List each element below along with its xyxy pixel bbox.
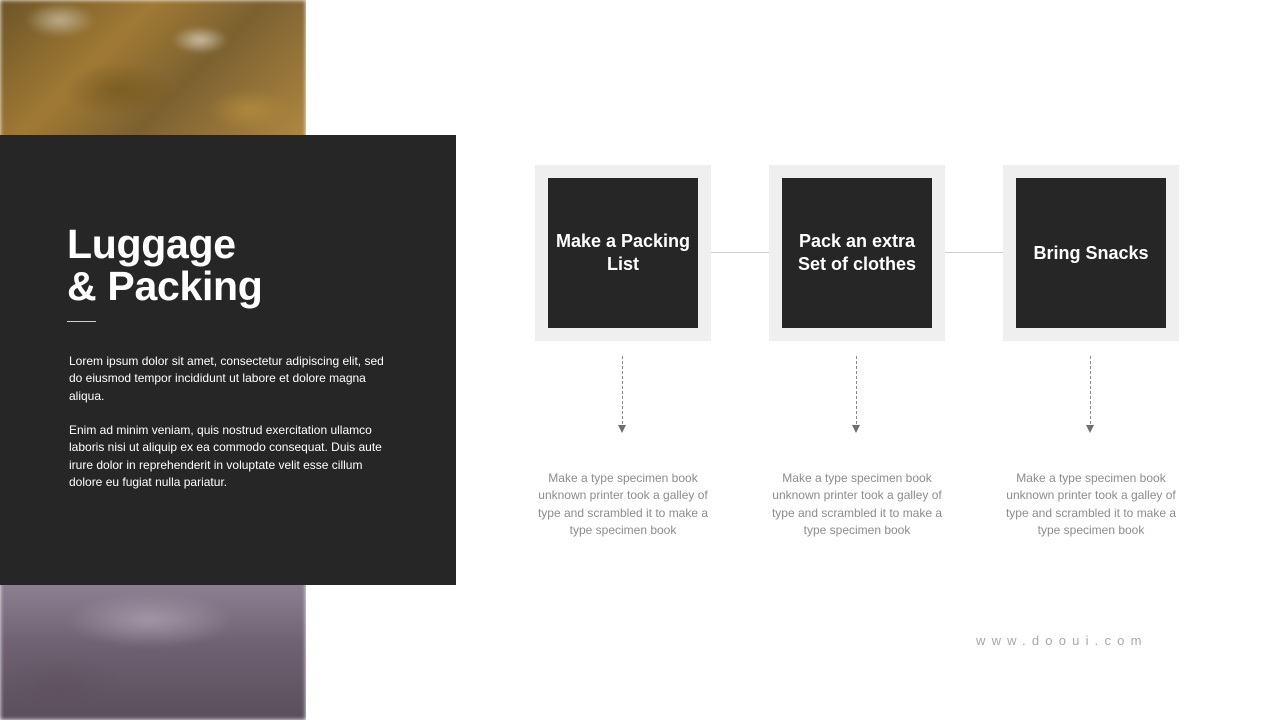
step-connector-1 [711, 252, 769, 253]
title-divider [67, 321, 96, 322]
step-connector-2 [945, 252, 1003, 253]
step-card-snacks [1003, 165, 1179, 341]
step-title: Make a Packing List [548, 178, 698, 328]
title-line-1: Luggage [67, 221, 236, 267]
photo-top-image [0, 0, 306, 140]
step-description: Make a type specimen book unknown printer took a galley of type and scrambled it to make a type specimen book [1005, 471, 1177, 538]
step-description: Make a type specimen book unknown printer took a galley of type and scrambled it to make a type specimen book [537, 471, 709, 538]
intro-paragraph-2: Enim ad minim veniam, quis nostrud exercitation ullamco laboris nisi ut aliquip ex ea commodo consequat. Duis aute irure dolor in reprehenderit in voluptate velit esse cillum dolore eu fugiat nulla pariatur. [69, 423, 382, 490]
arrow-down-icon [852, 356, 862, 434]
step-title: Pack an extra Set of clothes [782, 178, 932, 328]
step-card-extra-clothes [769, 165, 945, 341]
intro-panel [0, 135, 456, 585]
arrow-down-icon [1086, 356, 1096, 434]
photo-bottom-image [0, 580, 306, 720]
step-title: Bring Snacks [1016, 178, 1166, 328]
page-title [67, 223, 263, 307]
footer-website-link[interactable]: www.dooui.com [976, 633, 1148, 648]
intro-paragraph-1: Lorem ipsum dolor sit amet, consectetur adipiscing elit, sed do eiusmod tempor incididunt ut labore et dolore magna aliqua. [69, 354, 384, 403]
step-description: Make a type specimen book unknown printer took a galley of type and scrambled it to make a type specimen book [771, 471, 943, 538]
arrow-down-icon [618, 356, 628, 434]
title-line-2: & Packing [67, 263, 263, 309]
step-card-packing-list [535, 165, 711, 341]
